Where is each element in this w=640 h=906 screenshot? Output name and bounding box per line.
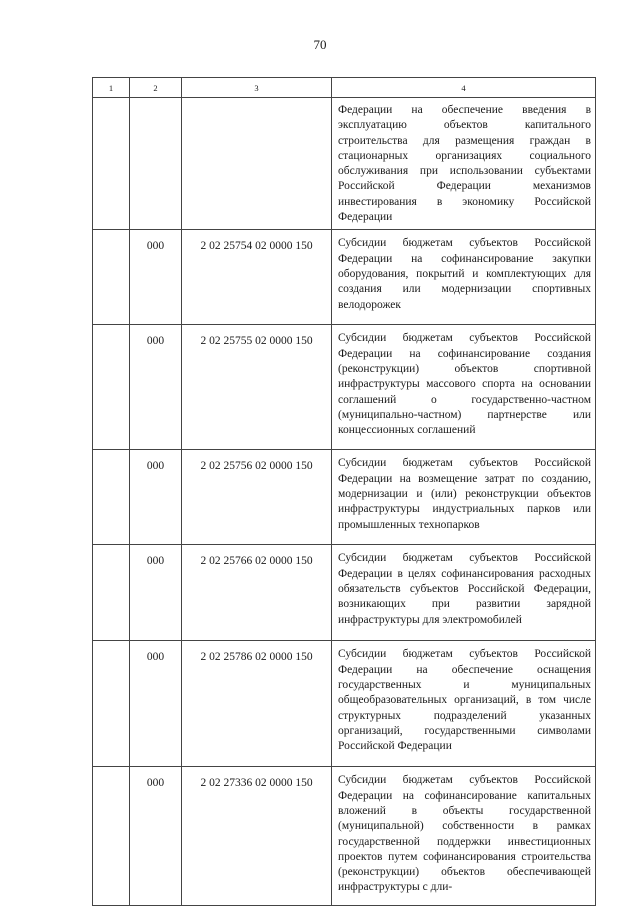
- description-cell: Субсидии бюджетам субъектов Российской Федерации на возмещение затрат по созданию, модернизации и (или) реконструкции объектов инфраструктуры индустриальных парков или промышленных технопарков: [332, 450, 596, 545]
- revenue-code-cell: 2 02 25754 02 0000 150: [182, 230, 332, 325]
- description-cell: Федерации на обеспечение введения в эксплуатацию объектов капитального строительства для размещения граждан в стационарных организациях социального обслуживания при использовании субъектами Российской Федерации механизмов инвестирования в экономику Российской Федерации: [332, 98, 596, 230]
- admin-code-cell: 000: [130, 767, 182, 906]
- revenue-code-cell: 2 02 25766 02 0000 150: [182, 545, 332, 641]
- column-header-3: 3: [182, 78, 332, 98]
- row-col1-cell: [93, 641, 130, 767]
- row-col1-cell: [93, 450, 130, 545]
- table-row: [93, 325, 596, 450]
- table-header-row: [93, 78, 596, 98]
- description-cell: Субсидии бюджетам субъектов Российской Федерации на софинансирование создания (реконструкции) объектов спортивной инфраструктуры массового спорта на основании соглашений о государственно-частном (муниципально-частном) партнерстве или концессионных соглашений: [332, 325, 596, 450]
- row-col1-cell: [93, 767, 130, 906]
- revenue-code-cell: 2 02 27336 02 0000 150: [182, 767, 332, 906]
- admin-code-cell: 000: [130, 450, 182, 545]
- table-row: [93, 450, 596, 545]
- description-cell: Субсидии бюджетам субъектов Российской Федерации в целях софинансирования расходных обязательств субъектов Российской Федерации, возникающих при развитии зарядной инфраструктуры для электромобилей: [332, 545, 596, 641]
- budget-revenue-table: [92, 77, 596, 906]
- page-number: 70: [313, 37, 327, 52]
- column-header-2: 2: [130, 78, 182, 98]
- table-row: [93, 545, 596, 641]
- table-row: [93, 641, 596, 767]
- description-cell: Субсидии бюджетам субъектов Российской Федерации на обеспечение оснащения государственных и муниципальных общеобразовательных организаций, в том числе структурных подразделений указанных организаций, государственными символами Российской Федерации: [332, 641, 596, 767]
- row-col1-cell: [93, 230, 130, 325]
- admin-code-cell: 000: [130, 230, 182, 325]
- row-col1-cell: [93, 325, 130, 450]
- table-row: [93, 98, 596, 230]
- row-col1-cell: [93, 98, 130, 230]
- description-cell: Субсидии бюджетам субъектов Российской Федерации на софинансирование капитальных вложений в объекты государственной (муниципальной) собственности в рамках государственной поддержки инвестиционных проектов путем софинансирования строительства (реконструкции) объектов обеспечивающей инфраструктуры с дли-: [332, 767, 596, 906]
- admin-code-cell: 000: [130, 545, 182, 641]
- admin-code-cell: 000: [130, 325, 182, 450]
- admin-code-cell: [130, 98, 182, 230]
- revenue-code-cell: 2 02 25756 02 0000 150: [182, 450, 332, 545]
- revenue-code-cell: 2 02 25786 02 0000 150: [182, 641, 332, 767]
- revenue-code-cell: [182, 98, 332, 230]
- row-col1-cell: [93, 545, 130, 641]
- description-cell: Субсидии бюджетам субъектов Российской Федерации на софинансирование закупки оборудования, покрытий и комплектующих для создания или модернизации спортивных велодорожек: [332, 230, 596, 325]
- table-row: [93, 230, 596, 325]
- column-header-1: 1: [93, 78, 130, 98]
- table-row: [93, 767, 596, 906]
- column-header-4: 4: [332, 78, 596, 98]
- admin-code-cell: 000: [130, 641, 182, 767]
- revenue-code-cell: 2 02 25755 02 0000 150: [182, 325, 332, 450]
